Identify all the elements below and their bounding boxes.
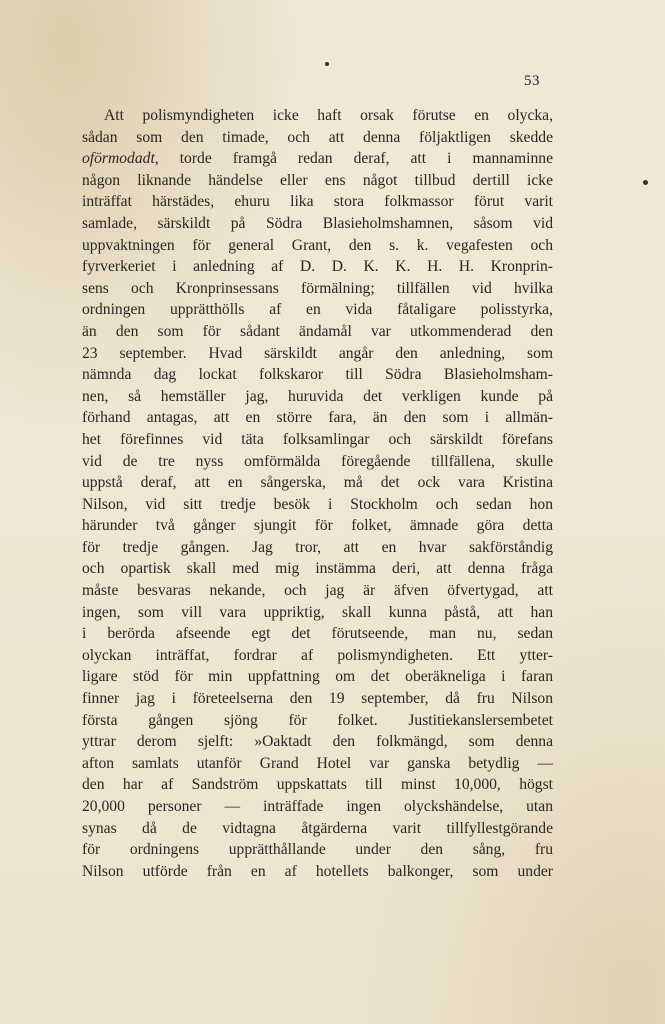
text-line: uppvaktningen för general Grant, den s. k. vegafesten och (82, 236, 553, 254)
text-line: den har af Sandström uppskattats till minst 10,000, högst (82, 776, 553, 794)
text-line: Nilson, vid sitt tredje besök i Stockholm och sedan hon (82, 495, 553, 513)
text-line: inträffat härstädes, ehuru lika stora folkmassor förut varit (82, 193, 553, 211)
text-line: ingen, som vill vara uppriktig, skall kunna påstå, att han (82, 603, 553, 621)
text-line: måste besvaras nekande, och jag är äfven öfvertygad, att (82, 582, 553, 600)
text-line: ligare stöd för min uppfattning om det oberäkneliga i faran (82, 668, 553, 686)
text-line: för tredje gången. Jag tror, att en hvar sakförståndig (82, 538, 553, 556)
text-line: finner jag i företeelserna den 19 september, då fru Nilson (82, 690, 553, 708)
text-line: het förefinnes vid täta folksamlingar och särskildt förefans (82, 430, 553, 448)
text-line: sens och Kronprinsessans förmälning; tillfällen vid hvilka (82, 279, 553, 297)
text-line: olyckan inträffat, fordrar af polismyndigheten. Ett ytter- (82, 646, 553, 664)
ink-speck (643, 180, 648, 185)
text-line: ordningen upprätthölls af en vida fåtaligare polisstyrka, (82, 301, 553, 319)
text-line: fyrverkeriet i anledning af D. D. K. K. H. H. Kronprin- (82, 258, 553, 276)
text-line: nen, så hemställer jag, huruvida det verkligen kunde på (82, 387, 553, 405)
text-line: nämnda dag lockat folkskaror till Södra Blasieholmsham- (82, 366, 553, 384)
text-line: sådan som den timade, och att denna följaktligen skedde (82, 128, 553, 146)
page-number: 53 (524, 73, 540, 89)
text-line: samlade, särskildt på Södra Blasieholmshamnen, såsom vid (82, 214, 553, 232)
text-line: någon liknande händelse eller ens något tillbud dertill icke (82, 171, 553, 189)
text-line: Att polismyndigheten icke haft orsak förutse en olycka, (104, 107, 553, 124)
text-line: 20,000 personer — inträffade ingen olyckshändelse, utan (82, 798, 553, 815)
italic-word: oförmodadt, (82, 150, 159, 168)
text-line: i berörda afseende egt det förutseende, man nu, sedan (82, 625, 553, 643)
text-line: förhand antagas, att en större fara, än den som i allmän- (82, 409, 553, 427)
text-line: Nilson utförde från en af hotellets balkonger, som under (82, 862, 553, 880)
text-line: yttrar derom sjelft: »Oaktadt den folkmängd, som denna (82, 733, 553, 751)
text-line: synas då de vidtagna åtgärderna varit tillfyllestgörande (82, 819, 553, 837)
text-line: för ordningens upprätthållande under den sång, fru (82, 841, 553, 859)
text-line: afton samlats utanför Grand Hotel var ganska betydlig — (82, 754, 553, 772)
ink-speck (325, 62, 329, 66)
body-paragraph (82, 105, 553, 882)
text-line: 23 september. Hvad särskildt angår den anledning, som (82, 344, 553, 362)
text-line: vid de tre nyss omförmälda föregående tillfällena, skulle (82, 452, 553, 470)
text-line (82, 148, 553, 170)
text-line: och opartisk skall med mig instämma deri, att denna fråga (82, 560, 553, 578)
text-line: första gången sjöng för folket. Justitiekanslersembetet (82, 711, 553, 729)
text-line: uppstå deraf, att en sångerska, må det ock vara Kristina (82, 474, 553, 492)
text-line: än den som för sådant ändamål var utkommenderad den (82, 322, 553, 340)
text-line-rest: torde framgå redan deraf, att i mannaminne (158, 150, 553, 168)
text-line: härunder två gånger sjungit för folket, ämnade göra detta (82, 517, 553, 535)
